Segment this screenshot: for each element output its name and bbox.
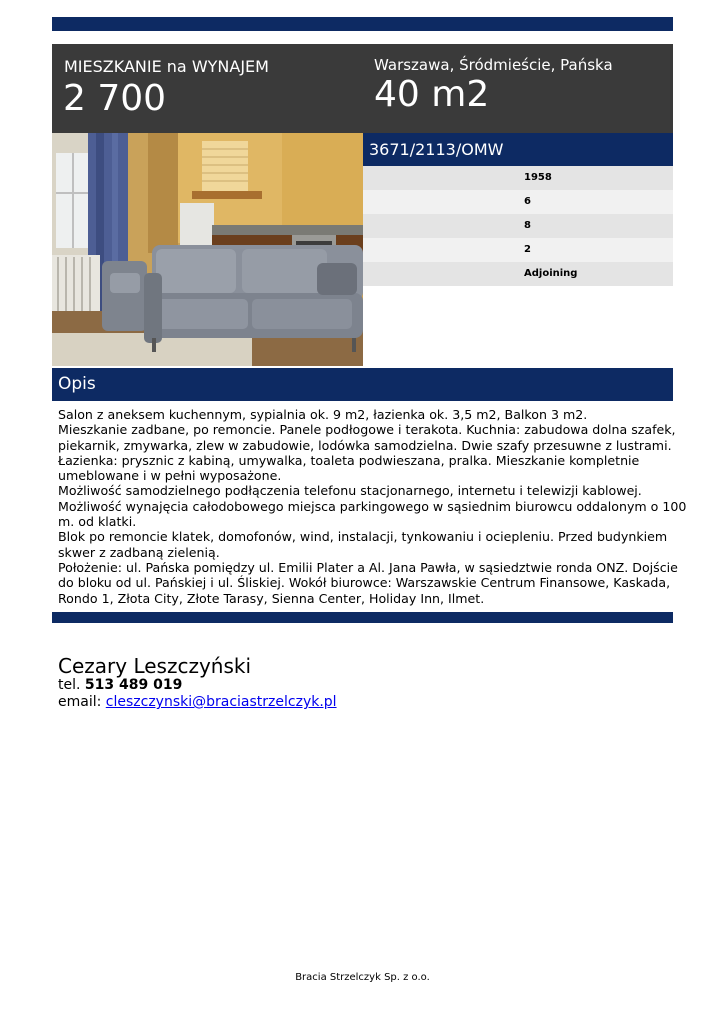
description-line: Salon z aneksem kuchennym, sypialnia ok. 9 m2, łazienka ok. 3,5 m2, Balkon 3 m2. (58, 407, 588, 422)
agent-email (58, 694, 337, 710)
footer-company: Bracia Strzelczyk Sp. z o.o. (295, 972, 430, 983)
detail-row: 2 (363, 238, 673, 262)
bottom-divider-bar (52, 612, 673, 623)
phone-label: tel. (58, 677, 85, 693)
detail-row: 8 (363, 214, 673, 238)
offer-type: MIESZKANIE na WYNAJEM (64, 57, 269, 76)
description-heading: Opis (52, 368, 673, 401)
price: 2 700 (63, 78, 167, 119)
description-text (58, 407, 687, 606)
description-line: Mieszkanie zadbane, po remoncie. Panele podłogowe i terakota. Kuchnia: zabudowa dolna szafek, (58, 422, 676, 438)
detail-row: 1958 (363, 166, 673, 190)
description-line: Możliwość samodzielnego podłączenia telefonu stacjonarnego, internetu i telewizji kablowej. (58, 483, 642, 499)
detail-row: Adjoining (363, 262, 673, 286)
description-line: Łazienka: prysznic z kabiną, umywalka, toaleta podwieszana, pralka. Mieszkanie kompletnie (58, 452, 640, 468)
agent-name: Cezary Leszczyński (58, 654, 252, 678)
email-label: email: (58, 694, 106, 710)
description-line: Możliwość wynajęcia całodobowego miejsca parkingowego w sąsiednim biurowcu oddalonym o 100 (58, 498, 687, 514)
area: 40 m2 (374, 74, 490, 115)
listing-id: 3671/2113/OMW (363, 133, 673, 166)
description-line: umeblowane i w pełni wyposażone. (58, 468, 282, 484)
phone-number: 513 489 019 (84, 677, 183, 693)
location: Warszawa, Śródmieście, Pańska (374, 56, 613, 74)
email-link[interactable]: cleszczynski@braciastrzelczyk.pl (105, 694, 337, 710)
description-line: m. od klatki. (58, 514, 137, 530)
top-divider-bar (52, 17, 673, 31)
listing-header (52, 44, 673, 133)
description-line: Rondo 1, Złota City, Złote Tarasy, Sienna Center, Holiday Inn, Ilmet. (58, 590, 485, 606)
agent-phone (58, 677, 182, 693)
details-table (363, 166, 673, 286)
apartment-photo (52, 133, 363, 366)
description-line: skwer z zadbaną zielenią. (58, 544, 220, 560)
description-line: do bloku od ul. Pańskiej i ul. Śliskiej. Wokół biurowce: Warszawskie Centrum Finansowe, Kaskada, (58, 575, 671, 591)
description-line: Blok po remoncie klatek, domofonów, wind, instalacji, tynkowaniu i ociepleniu. Przed budynkiem (58, 529, 668, 545)
description-line: piekarnik, zmywarka, zlew w zabudowie, lodówka samodzielna. Dwie szafy przesuwne z lustrami. (58, 437, 672, 453)
description-line: Położenie: ul. Pańska pomiędzy ul. Emilii Plater a Al. Jana Pawła, w sąsiedztwie ronda ONZ. Dojście (58, 559, 678, 575)
detail-row: 6 (363, 190, 673, 214)
